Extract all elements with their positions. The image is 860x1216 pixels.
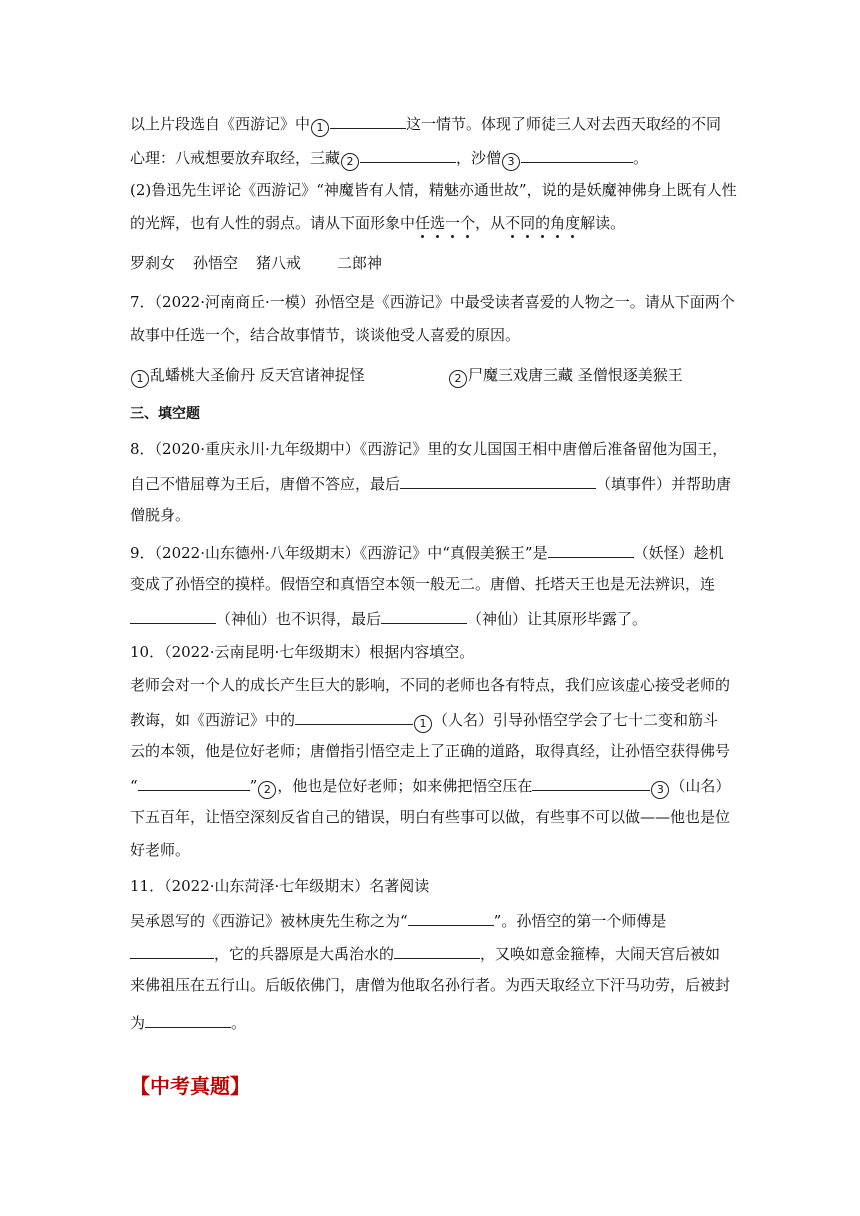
answer-blank[interactable] bbox=[360, 146, 456, 163]
text: （人名）引导孙悟空学会了七十二变和筋斗 bbox=[433, 711, 719, 729]
q7-option-2: 尸魔三戏唐三藏 圣僧恨逐美猴王 bbox=[468, 366, 683, 384]
answer-blank[interactable] bbox=[548, 541, 634, 558]
option-erlangshen: 二郎神 bbox=[337, 254, 383, 272]
q10-line-2: 老师会对一个人的成长产生巨大的影响，不同的老师也各有特点，我们应该虚心接受老师的 bbox=[130, 676, 731, 694]
q11-line-4: 来佛祖压在五行山。后皈依佛门，唐僧为他取名孙行者。为西天取经立下汗马功劳，后被封 bbox=[130, 976, 731, 994]
line-3: (2)鲁迅先生评论《西游记》“神魔皆有人情，精魅亦通世故”，说的是妖魔神佛身上既有人性 bbox=[130, 181, 737, 199]
q7-line-1: 7．（2022·河南商丘·一模）孙悟空是《西游记》中最受读者喜爱的人物之一。请从下面两个 bbox=[130, 293, 735, 311]
answer-blank[interactable] bbox=[145, 1011, 231, 1028]
q7-option-2-line bbox=[448, 365, 683, 388]
text: 9．（2022·山东德州·八年级期末）《西游记》中“真假美猴王”是 bbox=[130, 544, 548, 562]
answer-blank[interactable] bbox=[394, 942, 480, 959]
q7-option-1: 乱蟠桃大圣偷丹 反天宫诸神捉怪 bbox=[150, 366, 365, 384]
line-2 bbox=[130, 146, 648, 171]
emphasis-char: 度 bbox=[565, 214, 581, 232]
q10-line-4: 云的本领，他是位好老师；唐僧指引悟空走上了正确的道路，取得真经，让孙悟空获得佛号 bbox=[130, 742, 731, 760]
circle-number: 2 bbox=[449, 370, 467, 388]
text: 。 bbox=[231, 1014, 247, 1032]
circle-number: 1 bbox=[131, 370, 149, 388]
text: 教诲，如《西游记》中的 bbox=[130, 711, 296, 729]
q10-line-7: 好老师。 bbox=[130, 841, 191, 859]
emphasis-char: 角 bbox=[550, 214, 566, 232]
circle-number: 1 bbox=[414, 715, 432, 733]
q11-line-5 bbox=[130, 1011, 246, 1033]
emphasis-char: 一 bbox=[445, 214, 461, 232]
section-heading: 三、填空题 bbox=[130, 406, 200, 422]
q7-line-2: 故事中任选一个，结合故事情节，谈谈他受人喜爱的原因。 bbox=[130, 326, 521, 344]
text: ” bbox=[249, 777, 258, 795]
q8-line-3: 僧脱身。 bbox=[130, 506, 191, 524]
text: ，他也是位好老师；如来佛把悟空压在 bbox=[277, 777, 533, 795]
text: （填事件）并帮助唐 bbox=[596, 475, 732, 493]
q10-line-5 bbox=[130, 774, 730, 799]
answer-blank[interactable] bbox=[521, 146, 633, 163]
emphasis-char: 选 bbox=[430, 214, 446, 232]
q10-line-6: 下五百年，让悟空深刻反省自己的错误，明白有些事可以做，有些事不可以做——他也是位 bbox=[130, 808, 731, 826]
option-zhubajie: 猪八戒 bbox=[256, 254, 302, 272]
line-4 bbox=[130, 213, 625, 233]
q10-line-3 bbox=[130, 708, 718, 733]
q9-line-1 bbox=[130, 541, 724, 563]
circle-number: 1 bbox=[311, 119, 329, 137]
answer-blank[interactable] bbox=[130, 942, 214, 959]
text: 的光辉，也有人性的弱点。请从下面形象中 bbox=[130, 214, 416, 232]
text: ，又唤如意金箍棒，大闹天宫后被如 bbox=[480, 945, 721, 963]
q8-line-1: 8．（2020·重庆永川·九年级期中）《西游记》里的女儿国国王相中唐僧后准备留他为国王， bbox=[130, 440, 728, 458]
text: ，沙僧 bbox=[456, 149, 502, 167]
q8-line-2 bbox=[130, 472, 731, 494]
text: ，从 bbox=[475, 214, 506, 232]
option-luoshanv: 罗刹女 bbox=[130, 254, 176, 272]
emphasis-char: 同 bbox=[520, 214, 536, 232]
q11-line-1: 11．（2022·山东菏泽·七年级期末）名著阅读 bbox=[130, 877, 430, 895]
answer-blank[interactable] bbox=[408, 909, 494, 926]
answer-blank[interactable] bbox=[532, 774, 650, 791]
answer-blank[interactable] bbox=[381, 607, 467, 624]
text: “ bbox=[130, 777, 138, 795]
circle-number: 2 bbox=[341, 153, 359, 171]
line-1 bbox=[130, 112, 721, 137]
q11-line-2 bbox=[130, 909, 666, 931]
text: 吴承恩写的《西游记》被林庚先生称之为“ bbox=[130, 912, 408, 930]
q11-line-3 bbox=[130, 942, 720, 964]
exam-section-heading: 【中考真题】 bbox=[130, 1074, 250, 1098]
emphasis-char: 任 bbox=[415, 214, 431, 232]
text: ，它的兵器原是大禹治水的 bbox=[214, 945, 395, 963]
answer-blank[interactable] bbox=[138, 774, 250, 791]
q9-line-3 bbox=[130, 607, 647, 629]
option-sunwukong: 孙悟空 bbox=[193, 254, 239, 272]
emphasis-char: 不 bbox=[505, 214, 521, 232]
emphasis-char: 个 bbox=[460, 214, 476, 232]
answer-blank[interactable] bbox=[295, 708, 413, 725]
answer-blank[interactable] bbox=[130, 607, 216, 624]
text: 心理：八戒想要放弃取经，三藏 bbox=[130, 149, 341, 167]
answer-blank[interactable] bbox=[400, 472, 596, 489]
q7-options bbox=[130, 365, 365, 388]
answer-blank[interactable] bbox=[330, 112, 406, 129]
text: 为 bbox=[130, 1014, 146, 1032]
q10-line-1: 10．（2022·云南昆明·七年级期末）根据内容填空。 bbox=[130, 643, 475, 661]
circle-number: 3 bbox=[502, 153, 520, 171]
circle-number: 3 bbox=[651, 781, 669, 799]
q9-line-2: 变成了孙悟空的摸样。假悟空和真悟空本领一般无二。唐僧、托塔天王也是无法辨识，连 bbox=[130, 575, 716, 593]
text: （山名） bbox=[670, 777, 731, 795]
text: （神仙）让其原形毕露了。 bbox=[467, 610, 648, 628]
emphasized-text bbox=[505, 214, 580, 232]
text: ”。孙悟空的第一个师傅是 bbox=[493, 912, 667, 930]
text: 解读。 bbox=[580, 214, 626, 232]
emphasized-text bbox=[415, 214, 475, 232]
text: 这一情节。体现了师徒三人对去西天取经的不同 bbox=[406, 115, 722, 133]
circle-number: 2 bbox=[258, 781, 276, 799]
emphasis-char: 的 bbox=[535, 214, 551, 232]
text: 。 bbox=[633, 149, 649, 167]
text: （神仙）也不识得，最后 bbox=[216, 610, 382, 628]
text: （妖怪）趁机 bbox=[633, 544, 724, 562]
character-options bbox=[130, 253, 382, 273]
text: 自己不惜屈尊为王后，唐僧不答应，最后 bbox=[130, 475, 401, 493]
text: 以上片段选自《西游记》中 bbox=[130, 115, 311, 133]
